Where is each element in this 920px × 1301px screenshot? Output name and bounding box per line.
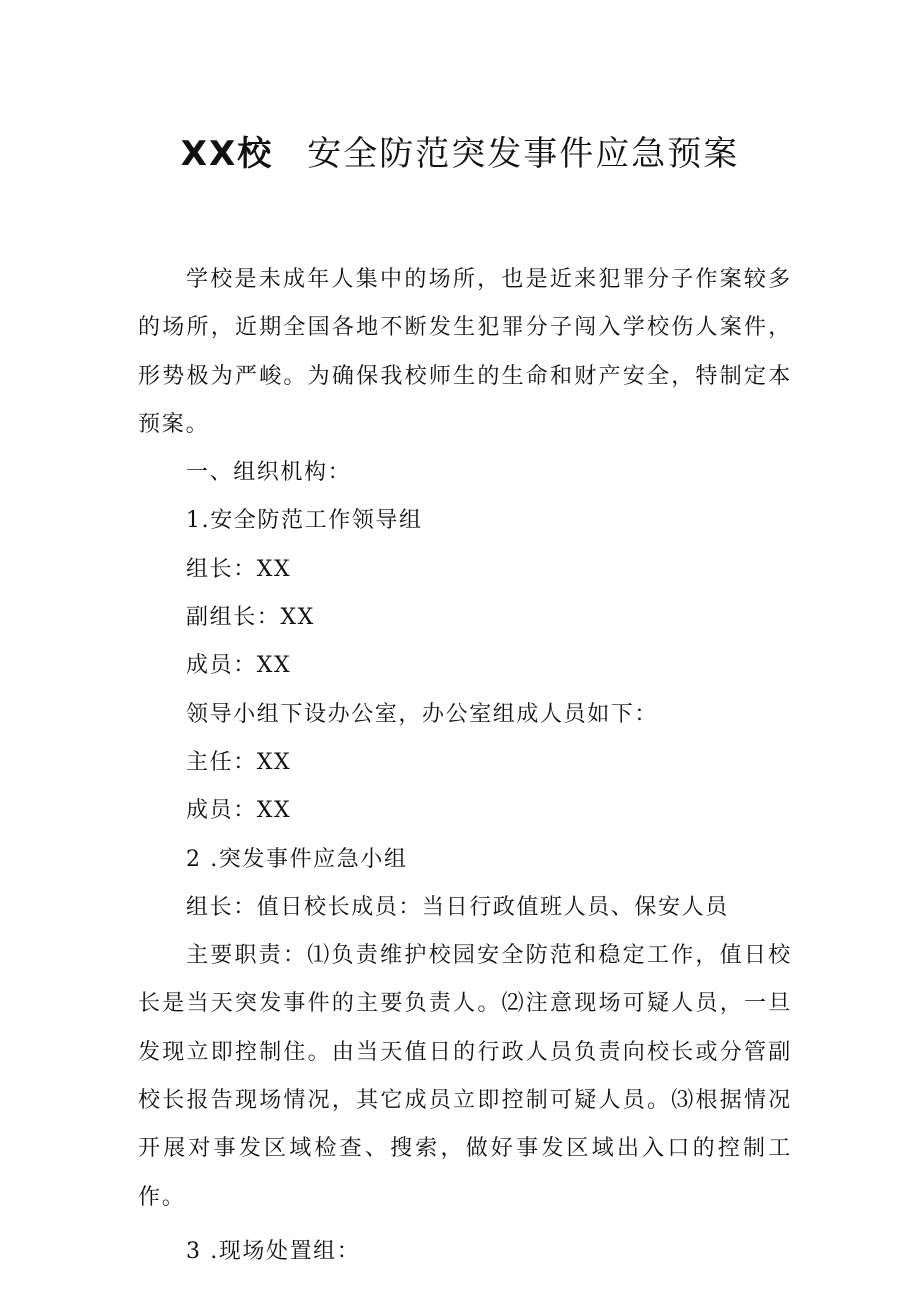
- document-body: [138, 256, 792, 1276]
- group-1-members: 成员：XX: [186, 653, 292, 679]
- document-title: [0, 130, 920, 178]
- group-1-deputy: 副组长：XX: [186, 605, 315, 631]
- title-school-name: XX校: [180, 134, 274, 174]
- section-1-heading: 一、组织机构：: [186, 460, 352, 486]
- group-2-duties: 主要职责：⑴负责维护校园安全防范和稳定工作，值日校长是当天突发事件的主要负责人。⑵注意现场可疑人员，一旦发现立即控制住。由当天值日的行政人员负责向校长或分管副校长报告现场情况，其它成员立即控制可疑人员。⑶根据情况开展对事发区域检查、搜索，做好事发区域出入口的控制工作。: [138, 943, 792, 1210]
- intro-paragraph: 学校是未成年人集中的场所，也是近来犯罪分子作案较多的场所，近期全国各地不断发生犯罪分子闯入学校伤人案件，形势极为严峻。为确保我校师生的生命和财产安全，特制定本预案。: [138, 267, 792, 437]
- office-members: 成员：XX: [186, 798, 292, 824]
- title-main-text: 安全防范突发事件应急预案: [307, 134, 740, 174]
- office-intro: 领导小组下设办公室，办公室组成人员如下：: [186, 701, 659, 727]
- group-1-leader: 组长：XX: [186, 556, 292, 582]
- group-2-composition: 组长：值日校长成员：当日行政值班人员、保安人员: [186, 894, 729, 920]
- group-1-title: 1.安全防范工作领导组: [186, 508, 423, 534]
- group-3-title: 3 .现场处置组：: [186, 1238, 361, 1264]
- group-2-title: 2 .突发事件应急小组: [186, 846, 408, 872]
- office-director: 主任：XX: [186, 749, 292, 775]
